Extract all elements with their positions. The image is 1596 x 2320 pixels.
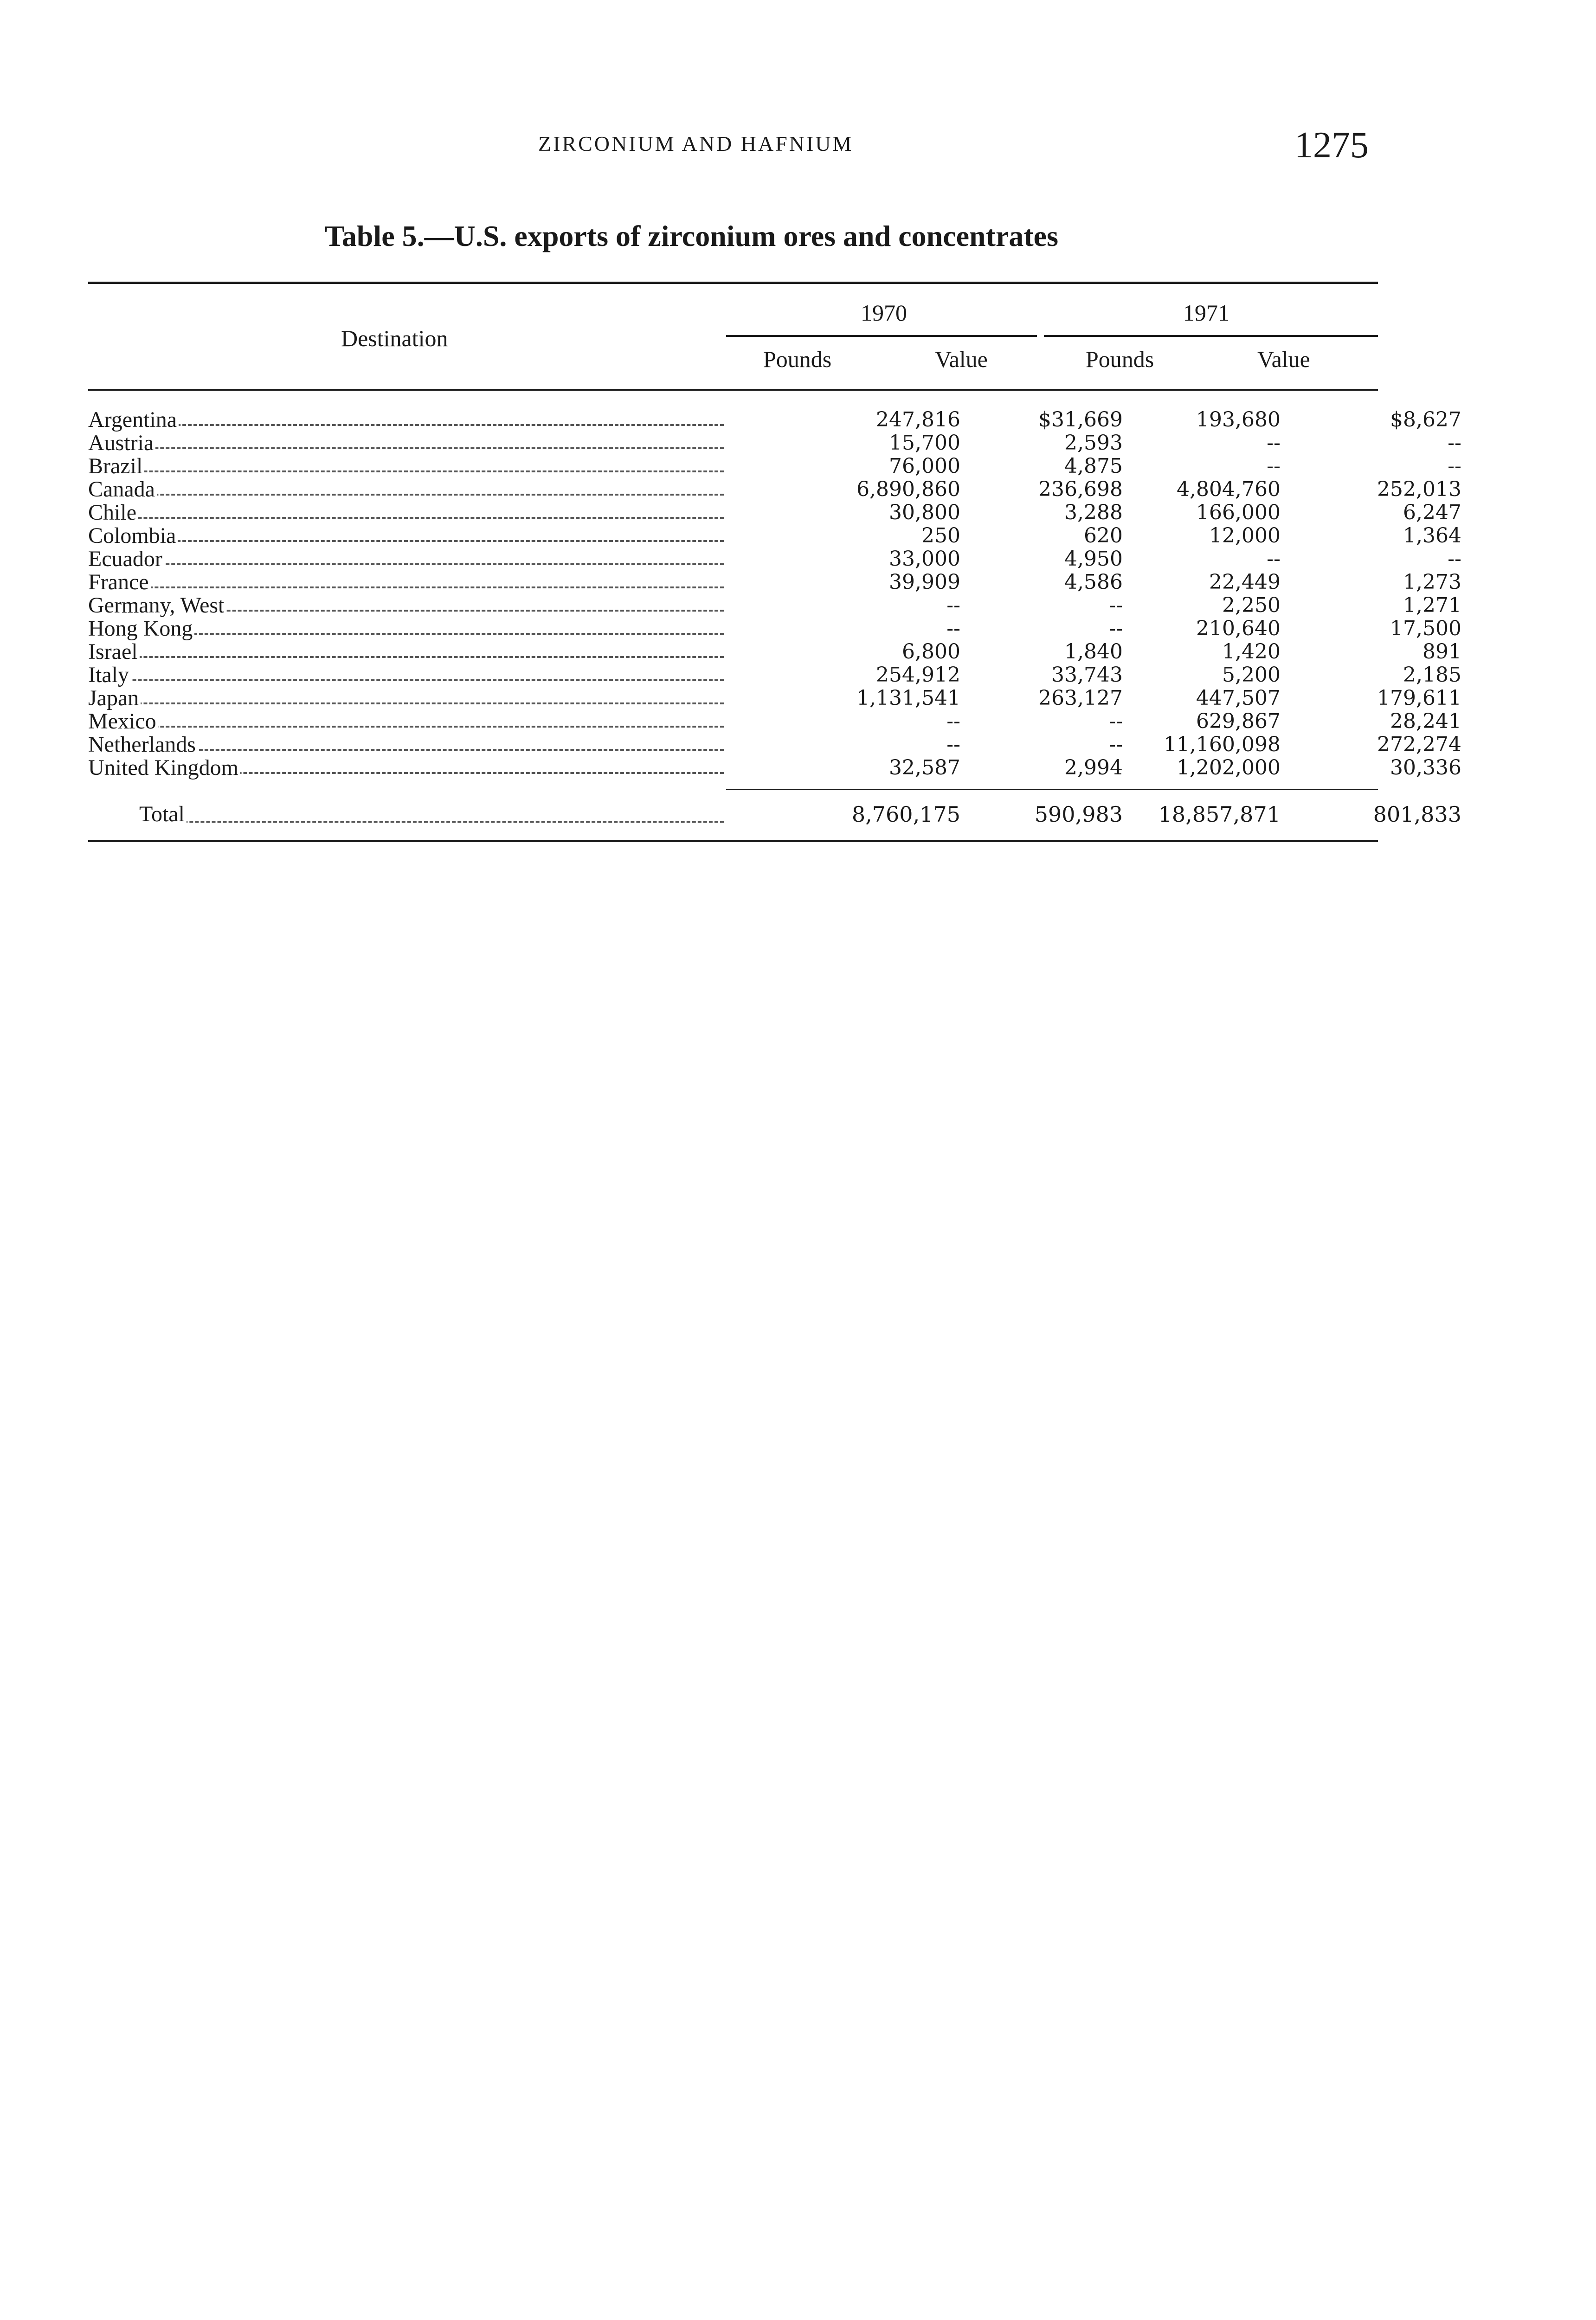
col-value-1971-header: Value bbox=[1257, 346, 1310, 372]
value-1970-cell: 3,288 bbox=[1064, 501, 1123, 524]
destination-cell: Canada bbox=[88, 478, 157, 501]
pounds-1971-cell: 22,449 bbox=[1209, 570, 1281, 594]
pounds-1971-cell: 629,867 bbox=[1196, 709, 1281, 733]
year-1971-header: 1971 bbox=[1183, 300, 1229, 326]
value-1971-cell: 2,185 bbox=[1403, 663, 1461, 687]
value-1970-cell: 2,994 bbox=[1064, 756, 1123, 780]
pounds-1971-cell: -- bbox=[1267, 454, 1281, 478]
value-1971-cell: 28,241 bbox=[1390, 709, 1461, 733]
destination-cell: Hong Kong bbox=[88, 617, 194, 640]
pounds-1970-cell: 32,587 bbox=[889, 756, 960, 780]
total-value-1970: 590,983 bbox=[1034, 802, 1123, 827]
pounds-1970-cell: 1,131,541 bbox=[856, 686, 960, 710]
value-1971-cell: 6,247 bbox=[1403, 501, 1461, 524]
value-1970-cell: -- bbox=[1109, 709, 1123, 733]
pounds-1970-cell: 76,000 bbox=[889, 454, 960, 478]
value-1970-cell: -- bbox=[1109, 593, 1123, 617]
table-row bbox=[88, 431, 1461, 455]
pounds-1970-cell: -- bbox=[946, 617, 960, 640]
pounds-1971-cell: 12,000 bbox=[1209, 524, 1281, 548]
value-1971-cell: -- bbox=[1448, 454, 1461, 478]
destination-cell: Japan bbox=[88, 687, 141, 710]
destination-cell: Ecuador bbox=[88, 548, 164, 571]
pounds-1971-cell: -- bbox=[1267, 431, 1281, 455]
table-row bbox=[88, 709, 1461, 733]
value-1970-cell: 1,840 bbox=[1064, 640, 1123, 664]
pounds-1971-cell: 1,420 bbox=[1222, 640, 1281, 664]
pounds-1970-cell: 30,800 bbox=[889, 501, 960, 524]
table-row bbox=[88, 570, 1461, 594]
table-row bbox=[88, 663, 1461, 687]
pounds-1971-cell: 11,160,098 bbox=[1164, 733, 1281, 756]
pounds-1970-cell: -- bbox=[946, 709, 960, 733]
table-body bbox=[88, 408, 1461, 780]
table-title: Table 5.—U.S. exports of zirconium ores and concentrates bbox=[325, 219, 1058, 252]
col-value-1970-header: Value bbox=[935, 346, 988, 372]
table-row bbox=[88, 454, 1461, 478]
col-pounds-1970-header: Pounds bbox=[763, 346, 832, 372]
destination-cell: Argentina bbox=[88, 408, 179, 432]
value-1971-cell: -- bbox=[1448, 547, 1461, 571]
table-row bbox=[88, 593, 1461, 617]
value-1970-cell: -- bbox=[1109, 617, 1123, 640]
page-number: 1275 bbox=[1294, 125, 1369, 166]
pounds-1970-cell: 39,909 bbox=[889, 570, 960, 594]
value-1971-cell: 1,364 bbox=[1403, 524, 1461, 548]
destination-cell: Israel bbox=[88, 640, 140, 664]
value-1970-cell: 4,950 bbox=[1064, 547, 1123, 571]
value-1970-cell: 620 bbox=[1084, 524, 1123, 548]
table-row bbox=[88, 686, 1461, 710]
table-row bbox=[88, 617, 1461, 640]
total-pounds-1971: 18,857,871 bbox=[1158, 802, 1281, 827]
col-pounds-1971-header: Pounds bbox=[1086, 346, 1154, 372]
value-1971-cell: 272,274 bbox=[1377, 733, 1461, 756]
pounds-1970-cell: 33,000 bbox=[889, 547, 960, 571]
table-row bbox=[88, 477, 1461, 501]
destination-cell: Netherlands bbox=[88, 733, 198, 756]
value-1970-cell: 2,593 bbox=[1064, 431, 1123, 455]
destination-cell: France bbox=[88, 571, 151, 594]
pounds-1971-cell: -- bbox=[1267, 547, 1281, 571]
value-1971-cell: 252,013 bbox=[1377, 477, 1461, 501]
header-bottom-rule bbox=[88, 389, 1378, 391]
pounds-1971-cell: 447,507 bbox=[1196, 686, 1281, 710]
total-label: Total bbox=[139, 802, 187, 826]
value-1970-cell: 4,875 bbox=[1064, 454, 1123, 478]
value-1971-cell: -- bbox=[1448, 431, 1461, 455]
table-row bbox=[88, 501, 1461, 524]
pounds-1970-cell: -- bbox=[946, 733, 960, 756]
pounds-1970-cell: 15,700 bbox=[889, 431, 960, 455]
value-1970-cell: 4,586 bbox=[1064, 570, 1123, 594]
pounds-1971-cell: 166,000 bbox=[1196, 501, 1281, 524]
pounds-1970-cell: -- bbox=[946, 593, 960, 617]
col-destination-header: Destination bbox=[341, 325, 448, 351]
destination-cell: Brazil bbox=[88, 455, 144, 478]
running-head: ZIRCONIUM AND HAFNIUM bbox=[538, 132, 854, 155]
destination-cell: Mexico bbox=[88, 710, 158, 733]
total-rule bbox=[726, 789, 1378, 790]
pounds-1970-cell: 250 bbox=[921, 524, 960, 548]
pounds-1971-cell: 210,640 bbox=[1196, 617, 1281, 640]
value-1970-cell: 236,698 bbox=[1038, 477, 1123, 501]
pounds-1970-cell: 6,800 bbox=[902, 640, 960, 664]
value-1970-cell: 33,743 bbox=[1051, 663, 1123, 687]
year-1971-rule bbox=[1044, 335, 1378, 337]
destination-cell: United Kingdom bbox=[88, 756, 240, 780]
year-1970-header: 1970 bbox=[861, 300, 907, 326]
destination-cell: Italy bbox=[88, 664, 131, 687]
value-1971-cell: 891 bbox=[1422, 640, 1461, 664]
destination-cell: Colombia bbox=[88, 524, 178, 548]
value-1971-cell: $8,627 bbox=[1390, 408, 1461, 432]
value-1971-cell: 179,611 bbox=[1377, 686, 1461, 710]
table-row bbox=[88, 408, 1461, 432]
value-1970-cell: $31,669 bbox=[1038, 408, 1123, 432]
year-1970-rule bbox=[726, 335, 1037, 337]
total-pounds-1970: 8,760,175 bbox=[851, 802, 960, 827]
total-row bbox=[88, 800, 1461, 828]
destination-cell: Austria bbox=[88, 432, 155, 455]
table-bottom-rule bbox=[88, 840, 1378, 842]
pounds-1971-cell: 1,202,000 bbox=[1177, 756, 1281, 780]
value-1971-cell: 1,273 bbox=[1403, 570, 1461, 594]
total-value-1971: 801,833 bbox=[1373, 802, 1461, 827]
pounds-1971-cell: 2,250 bbox=[1222, 593, 1281, 617]
value-1971-cell: 17,500 bbox=[1390, 617, 1461, 640]
table-row bbox=[88, 733, 1461, 756]
pounds-1970-cell: 254,912 bbox=[876, 663, 960, 687]
table-row bbox=[88, 524, 1461, 548]
table-row bbox=[88, 547, 1461, 571]
pounds-1971-cell: 193,680 bbox=[1196, 408, 1281, 432]
table-top-rule bbox=[88, 282, 1378, 284]
destination-cell: Chile bbox=[88, 501, 138, 524]
pounds-1971-cell: 5,200 bbox=[1222, 663, 1281, 687]
table-row bbox=[88, 756, 1461, 780]
value-1970-cell: 263,127 bbox=[1038, 686, 1123, 710]
value-1970-cell: -- bbox=[1109, 733, 1123, 756]
value-1971-cell: 1,271 bbox=[1403, 593, 1461, 617]
pounds-1971-cell: 4,804,760 bbox=[1177, 477, 1281, 501]
destination-cell: Germany, West bbox=[88, 594, 226, 617]
pounds-1970-cell: 247,816 bbox=[876, 408, 960, 432]
table-row bbox=[88, 640, 1461, 664]
value-1971-cell: 30,336 bbox=[1390, 756, 1461, 780]
pounds-1970-cell: 6,890,860 bbox=[856, 477, 960, 501]
